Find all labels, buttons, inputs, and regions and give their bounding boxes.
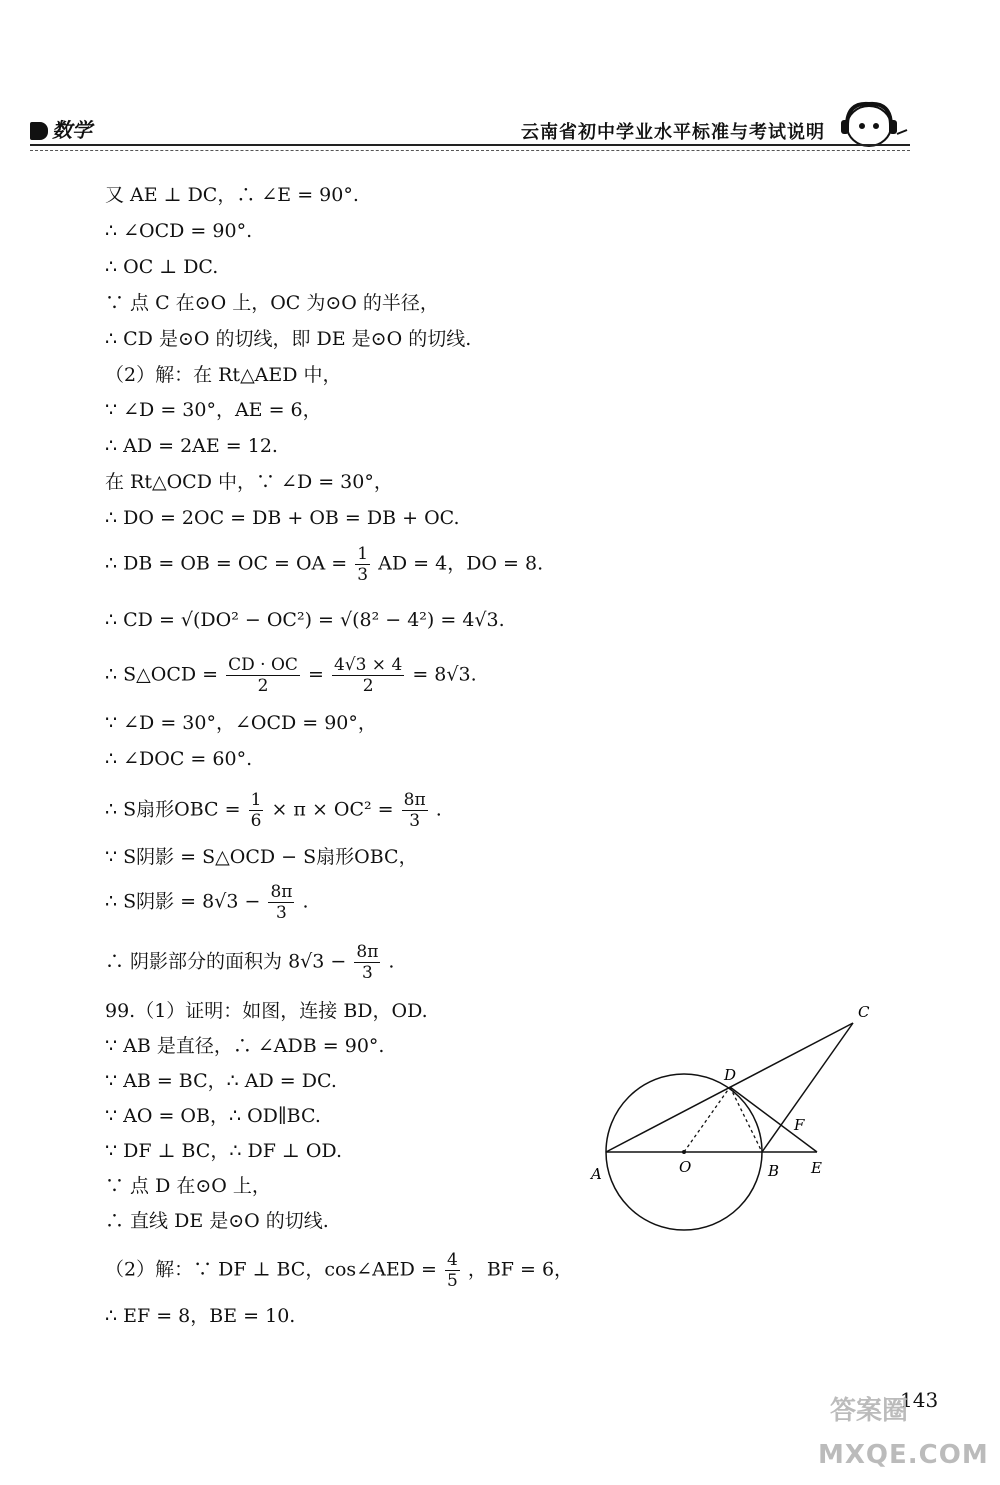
watermark-logo: 答案圈 bbox=[830, 1396, 909, 1426]
equation-line: ∴ DB = OB = OC = OA = $\frac{1}{3}$ AD = 4，DO = 8. bbox=[105, 544, 544, 585]
text-line: ∵ AB 是直径，∴ ∠ADB = 90°. bbox=[105, 1035, 385, 1057]
header-rule bbox=[30, 144, 910, 146]
geometry-figure bbox=[585, 1000, 885, 1240]
line-bd bbox=[730, 1087, 762, 1152]
text-line: 在 Rt△OCD 中，∵ ∠D = 30°， bbox=[105, 471, 393, 493]
text-line: ∴ 直线 DE 是⊙O 的切线. bbox=[105, 1210, 329, 1232]
speaker-icon bbox=[30, 122, 48, 140]
fraction: $\frac{8\pi}{3}$ bbox=[356, 942, 379, 983]
header-dashed-rule bbox=[30, 150, 910, 151]
subject-label bbox=[30, 114, 92, 143]
text-line: （2）解：在 Rt△AED 中， bbox=[105, 364, 342, 386]
label-o: O bbox=[679, 1158, 692, 1176]
text-line: 又 AE ⊥ DC，∴ ∠E = 90°. bbox=[105, 184, 359, 206]
text-line: ∴ EF = 8，BE = 10. bbox=[105, 1305, 296, 1327]
equation-line: ∴ S扇形OBC = $\frac{1}{6}$ × π × OC² = $\frac{8\pi}{3}$ . bbox=[105, 790, 442, 831]
subject-text: 数学 bbox=[52, 118, 92, 142]
equation-line: ∴ 阴影部分的面积为 8√3 − $\frac{8\pi}{3}$ . bbox=[105, 942, 395, 983]
text-line: ∵ 点 D 在⊙O 上， bbox=[105, 1175, 271, 1197]
text-line: ∵ 点 C 在⊙O 上，OC 为⊙O 的半径， bbox=[105, 292, 439, 314]
book-title: 云南省初中学业水平标准与考试说明 bbox=[521, 122, 825, 143]
fraction: $\frac{4√3 \times 4}{2}$ bbox=[333, 655, 403, 696]
point-o bbox=[682, 1150, 686, 1154]
mascot-icon bbox=[829, 100, 909, 150]
text-line: ∵ AB = BC，∴ AD = DC. bbox=[105, 1070, 337, 1092]
text-line: ∴ DO = 2OC = DB + OB = DB + OC. bbox=[105, 507, 460, 529]
equation-line: ∴ S△OCD = $\frac{CD \cdot OC}{2}$ = $\frac{4√3 \times 4}{2}$ = 8√3. bbox=[105, 655, 477, 696]
label-e: E bbox=[811, 1159, 822, 1177]
label-b: B bbox=[768, 1162, 780, 1180]
text-line: ∵ AO = OB，∴ OD∥BC. bbox=[105, 1105, 321, 1127]
text-line: ∵ ∠D = 30°，AE = 6， bbox=[105, 399, 322, 421]
line-od bbox=[684, 1087, 730, 1152]
text-line: ∴ CD 是⊙O 的切线，即 DE 是⊙O 的切线. bbox=[105, 328, 472, 350]
label-c: C bbox=[858, 1003, 870, 1021]
page-header bbox=[30, 96, 915, 156]
equation-line: ∴ S阴影 = 8√3 − $\frac{8\pi}{3}$ . bbox=[105, 882, 309, 923]
fraction: $\frac{1}{3}$ bbox=[357, 544, 369, 585]
text-line: 99.（1）证明：如图，连接 BD，OD. bbox=[105, 1000, 428, 1022]
text-line: ∴ ∠OCD = 90°. bbox=[105, 220, 253, 242]
text-line: ∴ OC ⊥ DC. bbox=[105, 256, 219, 278]
text-line: ∴ AD = 2AE = 12. bbox=[105, 435, 278, 457]
text-line: ∴ ∠DOC = 60°. bbox=[105, 748, 253, 770]
fraction: $\frac{4}{5}$ bbox=[446, 1250, 458, 1291]
text-line: ∵ S阴影 = S△OCD − S扇形OBC， bbox=[105, 846, 418, 868]
fraction: $\frac{1}{6}$ bbox=[250, 790, 262, 831]
text-line: ∵ ∠D = 30°，∠OCD = 90°， bbox=[105, 712, 377, 734]
fraction: $\frac{8\pi}{3}$ bbox=[403, 790, 426, 831]
label-a: A bbox=[591, 1165, 602, 1183]
watermark-url: MXQE.COM bbox=[818, 1440, 989, 1470]
label-f: F bbox=[794, 1116, 805, 1134]
equation-line: ∴ CD = √(DO² − OC²) = √(8² − 4²) = 4√3. bbox=[105, 609, 505, 631]
text-line: ∵ DF ⊥ BC，∴ DF ⊥ OD. bbox=[105, 1140, 343, 1162]
page-number: 143 bbox=[900, 1388, 939, 1412]
line-cb bbox=[762, 1023, 853, 1152]
fraction: $\frac{CD \cdot OC}{2}$ bbox=[228, 655, 298, 696]
fraction: $\frac{8\pi}{3}$ bbox=[270, 882, 293, 923]
equation-line: （2）解：∵ DF ⊥ BC，cos∠AED = $\frac{4}{5}$ ，BF = 6， bbox=[105, 1250, 574, 1291]
label-d: D bbox=[724, 1066, 737, 1084]
